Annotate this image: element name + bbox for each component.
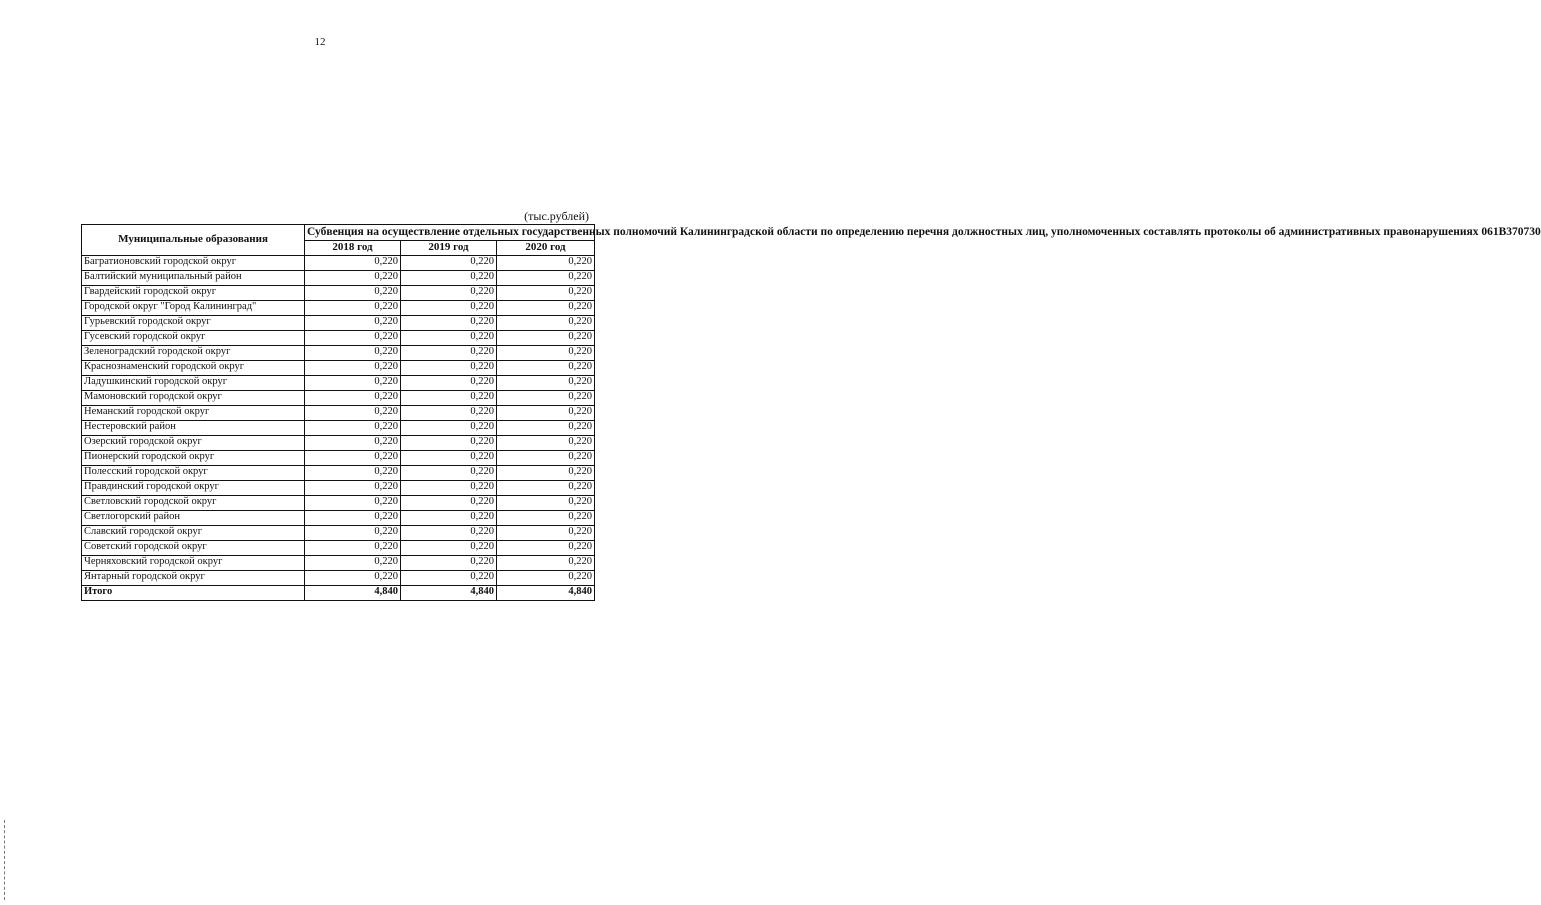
municipality-cell: Краснознаменский городской округ: [82, 360, 305, 375]
margin-mark: [4, 820, 6, 900]
value-2019-cell: 0,220: [401, 525, 497, 540]
value-2018-cell: 0,220: [305, 555, 401, 570]
municipality-cell: Славский городской округ: [82, 525, 305, 540]
value-2018-cell: 0,220: [305, 450, 401, 465]
municipality-cell: Светловский городской округ: [82, 495, 305, 510]
value-2020-cell: 0,220: [497, 360, 595, 375]
value-2018-cell: 4,840: [305, 585, 401, 600]
column-header-year-2019: 2019 год: [401, 240, 497, 255]
value-2018-cell: 0,220: [305, 375, 401, 390]
table-row: [82, 345, 595, 360]
table-row: [82, 450, 595, 465]
value-2018-cell: 0,220: [305, 390, 401, 405]
value-2019-cell: 0,220: [401, 570, 497, 585]
municipality-cell: Неманский городской округ: [82, 405, 305, 420]
value-2020-cell: 0,220: [497, 570, 595, 585]
table-row: [82, 465, 595, 480]
value-2020-cell: 0,220: [497, 495, 595, 510]
value-2020-cell: 0,220: [497, 525, 595, 540]
value-2018-cell: 0,220: [305, 300, 401, 315]
table-row: [82, 570, 595, 585]
municipality-cell: Балтийский муниципальный район: [82, 270, 305, 285]
value-2019-cell: 0,220: [401, 450, 497, 465]
municipality-cell: Правдинский городской округ: [82, 480, 305, 495]
value-2018-cell: 0,220: [305, 360, 401, 375]
table-row: [82, 375, 595, 390]
table-row: [82, 480, 595, 495]
table-row: [82, 330, 595, 345]
value-2019-cell: 0,220: [401, 375, 497, 390]
value-2020-cell: 0,220: [497, 435, 595, 450]
value-2020-cell: 0,220: [497, 270, 595, 285]
value-2019-cell: 0,220: [401, 360, 497, 375]
value-2020-cell: 0,220: [497, 510, 595, 525]
value-2020-cell: 4,840: [497, 585, 595, 600]
column-header-year-2018: 2018 год: [305, 240, 401, 255]
value-2020-cell: 0,220: [497, 540, 595, 555]
municipality-cell: Янтарный городской округ: [82, 570, 305, 585]
value-2020-cell: 0,220: [497, 390, 595, 405]
value-2018-cell: 0,220: [305, 270, 401, 285]
value-2018-cell: 0,220: [305, 495, 401, 510]
municipality-cell: Гвардейский городской округ: [82, 285, 305, 300]
value-2019-cell: 4,840: [401, 585, 497, 600]
value-2019-cell: 0,220: [401, 390, 497, 405]
value-2020-cell: 0,220: [497, 300, 595, 315]
municipality-cell: Багратионовский городской округ: [82, 255, 305, 270]
table-row: [82, 510, 595, 525]
units-label: (тыс.рублей): [524, 209, 589, 223]
value-2020-cell: 0,220: [497, 465, 595, 480]
value-2019-cell: 0,220: [401, 255, 497, 270]
municipality-cell: Ладушкинский городской округ: [82, 375, 305, 390]
table-row: [82, 555, 595, 570]
municipality-cell: Гурьевский городской округ: [82, 315, 305, 330]
table-row: [82, 360, 595, 375]
table-row: [82, 495, 595, 510]
value-2018-cell: 0,220: [305, 285, 401, 300]
value-2018-cell: 0,220: [305, 525, 401, 540]
value-2018-cell: 0,220: [305, 540, 401, 555]
value-2019-cell: 0,220: [401, 345, 497, 360]
value-2018-cell: 0,220: [305, 405, 401, 420]
value-2019-cell: 0,220: [401, 330, 497, 345]
value-2019-cell: 0,220: [401, 480, 497, 495]
value-2018-cell: 0,220: [305, 315, 401, 330]
municipality-cell: Светлогорский район: [82, 510, 305, 525]
municipality-cell: Итого: [82, 585, 305, 600]
table-row: [82, 255, 595, 270]
value-2019-cell: 0,220: [401, 285, 497, 300]
value-2020-cell: 0,220: [497, 480, 595, 495]
value-2018-cell: 0,220: [305, 510, 401, 525]
value-2020-cell: 0,220: [497, 420, 595, 435]
table-row: [82, 420, 595, 435]
value-2020-cell: 0,220: [497, 345, 595, 360]
value-2020-cell: 0,220: [497, 255, 595, 270]
value-2020-cell: 0,220: [497, 555, 595, 570]
value-2019-cell: 0,220: [401, 495, 497, 510]
table-row: [82, 390, 595, 405]
value-2019-cell: 0,220: [401, 315, 497, 330]
value-2020-cell: 0,220: [497, 450, 595, 465]
municipality-cell: Нестеровский район: [82, 420, 305, 435]
value-2020-cell: 0,220: [497, 315, 595, 330]
value-2018-cell: 0,220: [305, 420, 401, 435]
table-row: [82, 540, 595, 555]
value-2018-cell: 0,220: [305, 465, 401, 480]
municipality-cell: Городской округ "Город Калининград": [82, 300, 305, 315]
municipality-cell: Полесский городской округ: [82, 465, 305, 480]
value-2019-cell: 0,220: [401, 300, 497, 315]
table-header: [82, 225, 1541, 256]
column-header-municipality: Муниципальные образования: [82, 225, 305, 256]
value-2019-cell: 0,220: [401, 555, 497, 570]
value-2020-cell: 0,220: [497, 405, 595, 420]
municipality-cell: Озерский городской округ: [82, 435, 305, 450]
municipality-cell: Черняховский городской округ: [82, 555, 305, 570]
table-row: [82, 435, 595, 450]
table-row: [82, 300, 595, 315]
value-2018-cell: 0,220: [305, 435, 401, 450]
total-row: [82, 585, 595, 600]
column-header-year-2020: 2020 год: [497, 240, 595, 255]
table-row: [82, 285, 595, 300]
value-2018-cell: 0,220: [305, 345, 401, 360]
table-row: [82, 315, 595, 330]
value-2019-cell: 0,220: [401, 405, 497, 420]
municipality-cell: Мамоновский городской округ: [82, 390, 305, 405]
table-row: [82, 405, 595, 420]
table-row: [82, 525, 595, 540]
value-2018-cell: 0,220: [305, 330, 401, 345]
value-2019-cell: 0,220: [401, 510, 497, 525]
municipality-cell: Зеленоградский городской округ: [82, 345, 305, 360]
municipality-cell: Пионерский городской округ: [82, 450, 305, 465]
value-2020-cell: 0,220: [497, 375, 595, 390]
value-2018-cell: 0,220: [305, 255, 401, 270]
municipality-cell: Советский городской округ: [82, 540, 305, 555]
value-2019-cell: 0,220: [401, 435, 497, 450]
subsidy-table: [81, 224, 1541, 601]
table-row: [82, 270, 595, 285]
value-2019-cell: 0,220: [401, 465, 497, 480]
value-2019-cell: 0,220: [401, 420, 497, 435]
value-2018-cell: 0,220: [305, 480, 401, 495]
value-2020-cell: 0,220: [497, 330, 595, 345]
value-2019-cell: 0,220: [401, 270, 497, 285]
municipality-cell: Гусевский городской округ: [82, 330, 305, 345]
table-body: [82, 255, 595, 600]
value-2020-cell: 0,220: [497, 285, 595, 300]
value-2019-cell: 0,220: [401, 540, 497, 555]
value-2018-cell: 0,220: [305, 570, 401, 585]
page-number: 12: [314, 36, 326, 48]
column-header-subsidy: Субвенция на осуществление отдельных государственных полномочий Калининградской области по определению перечня должностных лиц, уполномоченных составлять протоколы об административных правонарушениях 061В370730: [305, 225, 595, 241]
